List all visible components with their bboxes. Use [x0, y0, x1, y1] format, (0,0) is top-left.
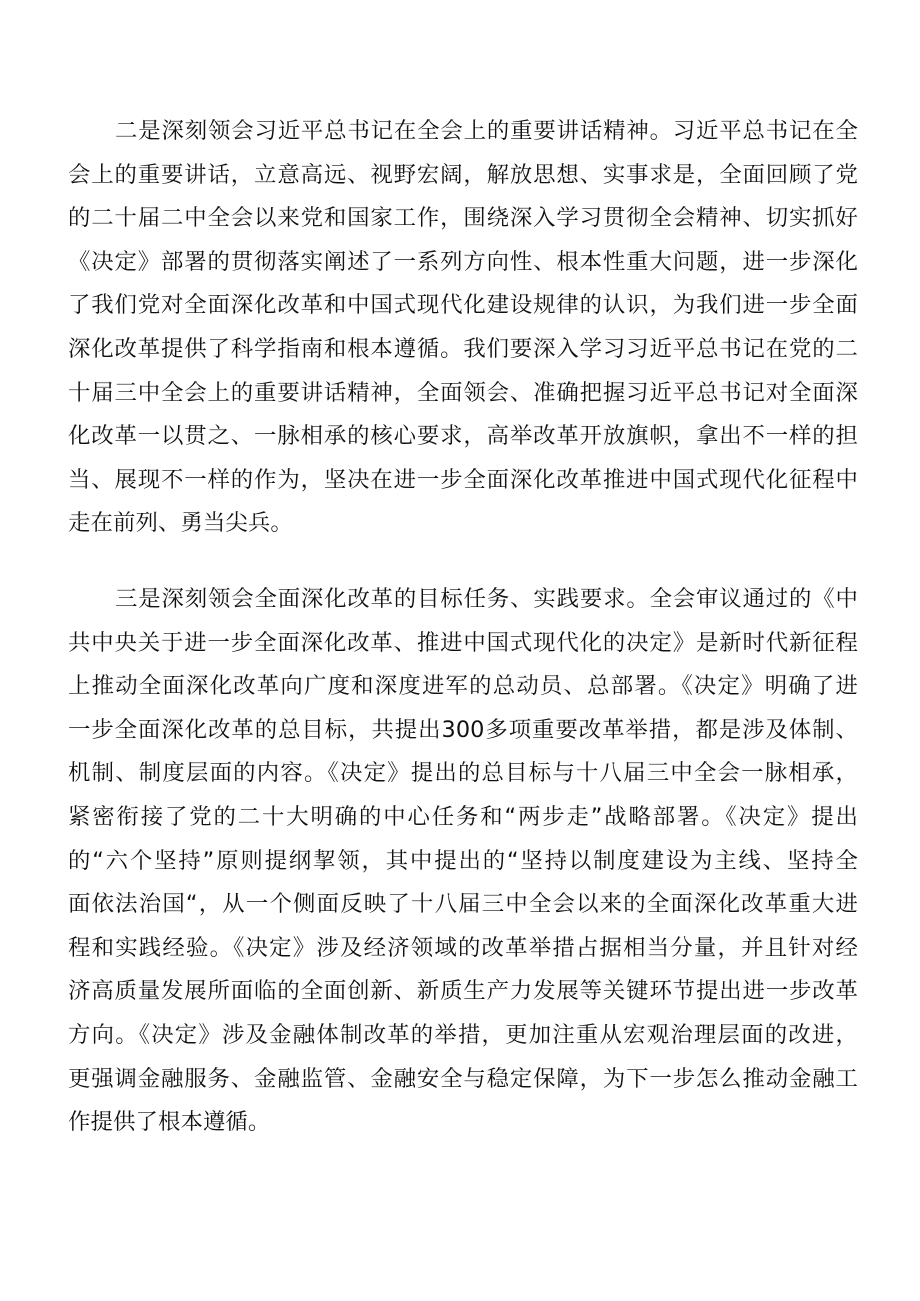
paragraph-line: 上推动全面深化改革向广度和深度进军的总动员、总部署。《决定》明确了进 — [68, 673, 858, 700]
paragraph-line: 三是深刻领会全面深化改革的目标任务、实践要求。全会审议通过的《中 — [115, 586, 858, 612]
paragraph-line: 当、展现不一样的作为，坚决在进一步全面深化改革推进中国式现代化征程中 — [68, 466, 858, 493]
paragraph-line: 走在前列、勇当尖兵。 — [68, 510, 293, 537]
paragraph-line: 方向。《决定》涉及金融体制改革的举措，更加注重从宏观治理层面的改进， — [68, 1021, 858, 1048]
paragraph-line: 一步全面深化改革的总目标，共提出300多项重要改革举措，都是涉及体制、 — [68, 716, 858, 743]
paragraph-line: 紧密衔接了党的二十大明确的中心任务和“两步走”战略部署。《决定》提出 — [68, 803, 858, 830]
paragraph-line: 深化改革提供了科学指南和根本遵循。我们要深入学习习近平总书记在党的二 — [68, 335, 858, 362]
paragraph-line: 的二十届二中全会以来党和国家工作，围绕深入学习贯彻全会精神、切实抓好 — [68, 205, 858, 232]
paragraph-line: 作提供了根本遵循。 — [68, 1109, 271, 1136]
paragraph-line: 化改革一以贯之、一脉相承的核心要求，高举改革开放旗帜，拿出不一样的担 — [68, 423, 858, 450]
paragraph-reform-goals — [68, 578, 858, 1145]
paragraph-line: 会上的重要讲话，立意高远、视野宏阔，解放思想、实事求是，全面回顾了党 — [68, 161, 858, 188]
paragraph-line: 更强调金融服务、金融监管、金融安全与稳定保障，为下一步怎么推动金融工 — [68, 1065, 858, 1092]
paragraph-line: 二是深刻领会习近平总书记在全会上的重要讲话精神。习近平总书记在全 — [115, 118, 858, 144]
paragraph-line: 了我们党对全面深化改革和中国式现代化建设规律的认识，为我们进一步全面 — [68, 292, 858, 319]
paragraph-line: 《决定》部署的贯彻落实阐述了一系列方向性、根本性重大问题，进一步深化 — [68, 248, 858, 275]
paragraph-line: 共中央关于进一步全面深化改革、推进中国式现代化的决定》是新时代新征程 — [68, 629, 858, 656]
paragraph-line: 的“六个坚持”原则提纲挈领，其中提出的“坚持以制度建设为主线、坚持全 — [68, 847, 858, 874]
paragraph-line: 面依法治国“，从一个侧面反映了十八届三中全会以来的全面深化改革重大进 — [68, 891, 858, 918]
paragraph-line: 程和实践经验。《决定》涉及经济领域的改革举措占据相当分量，并且针对经 — [68, 934, 858, 961]
paragraph-line: 济高质量发展所面临的全面创新、新质生产力发展等关键环节提出进一步改革 — [68, 978, 858, 1005]
paragraph-line: 十届三中全会上的重要讲话精神，全面领会、准确把握习近平总书记对全面深 — [68, 379, 858, 406]
paragraph-key-speech — [68, 110, 858, 546]
paragraph-line: 机制、制度层面的内容。《决定》提出的总目标与十八届三中全会一脉相承， — [68, 760, 858, 787]
